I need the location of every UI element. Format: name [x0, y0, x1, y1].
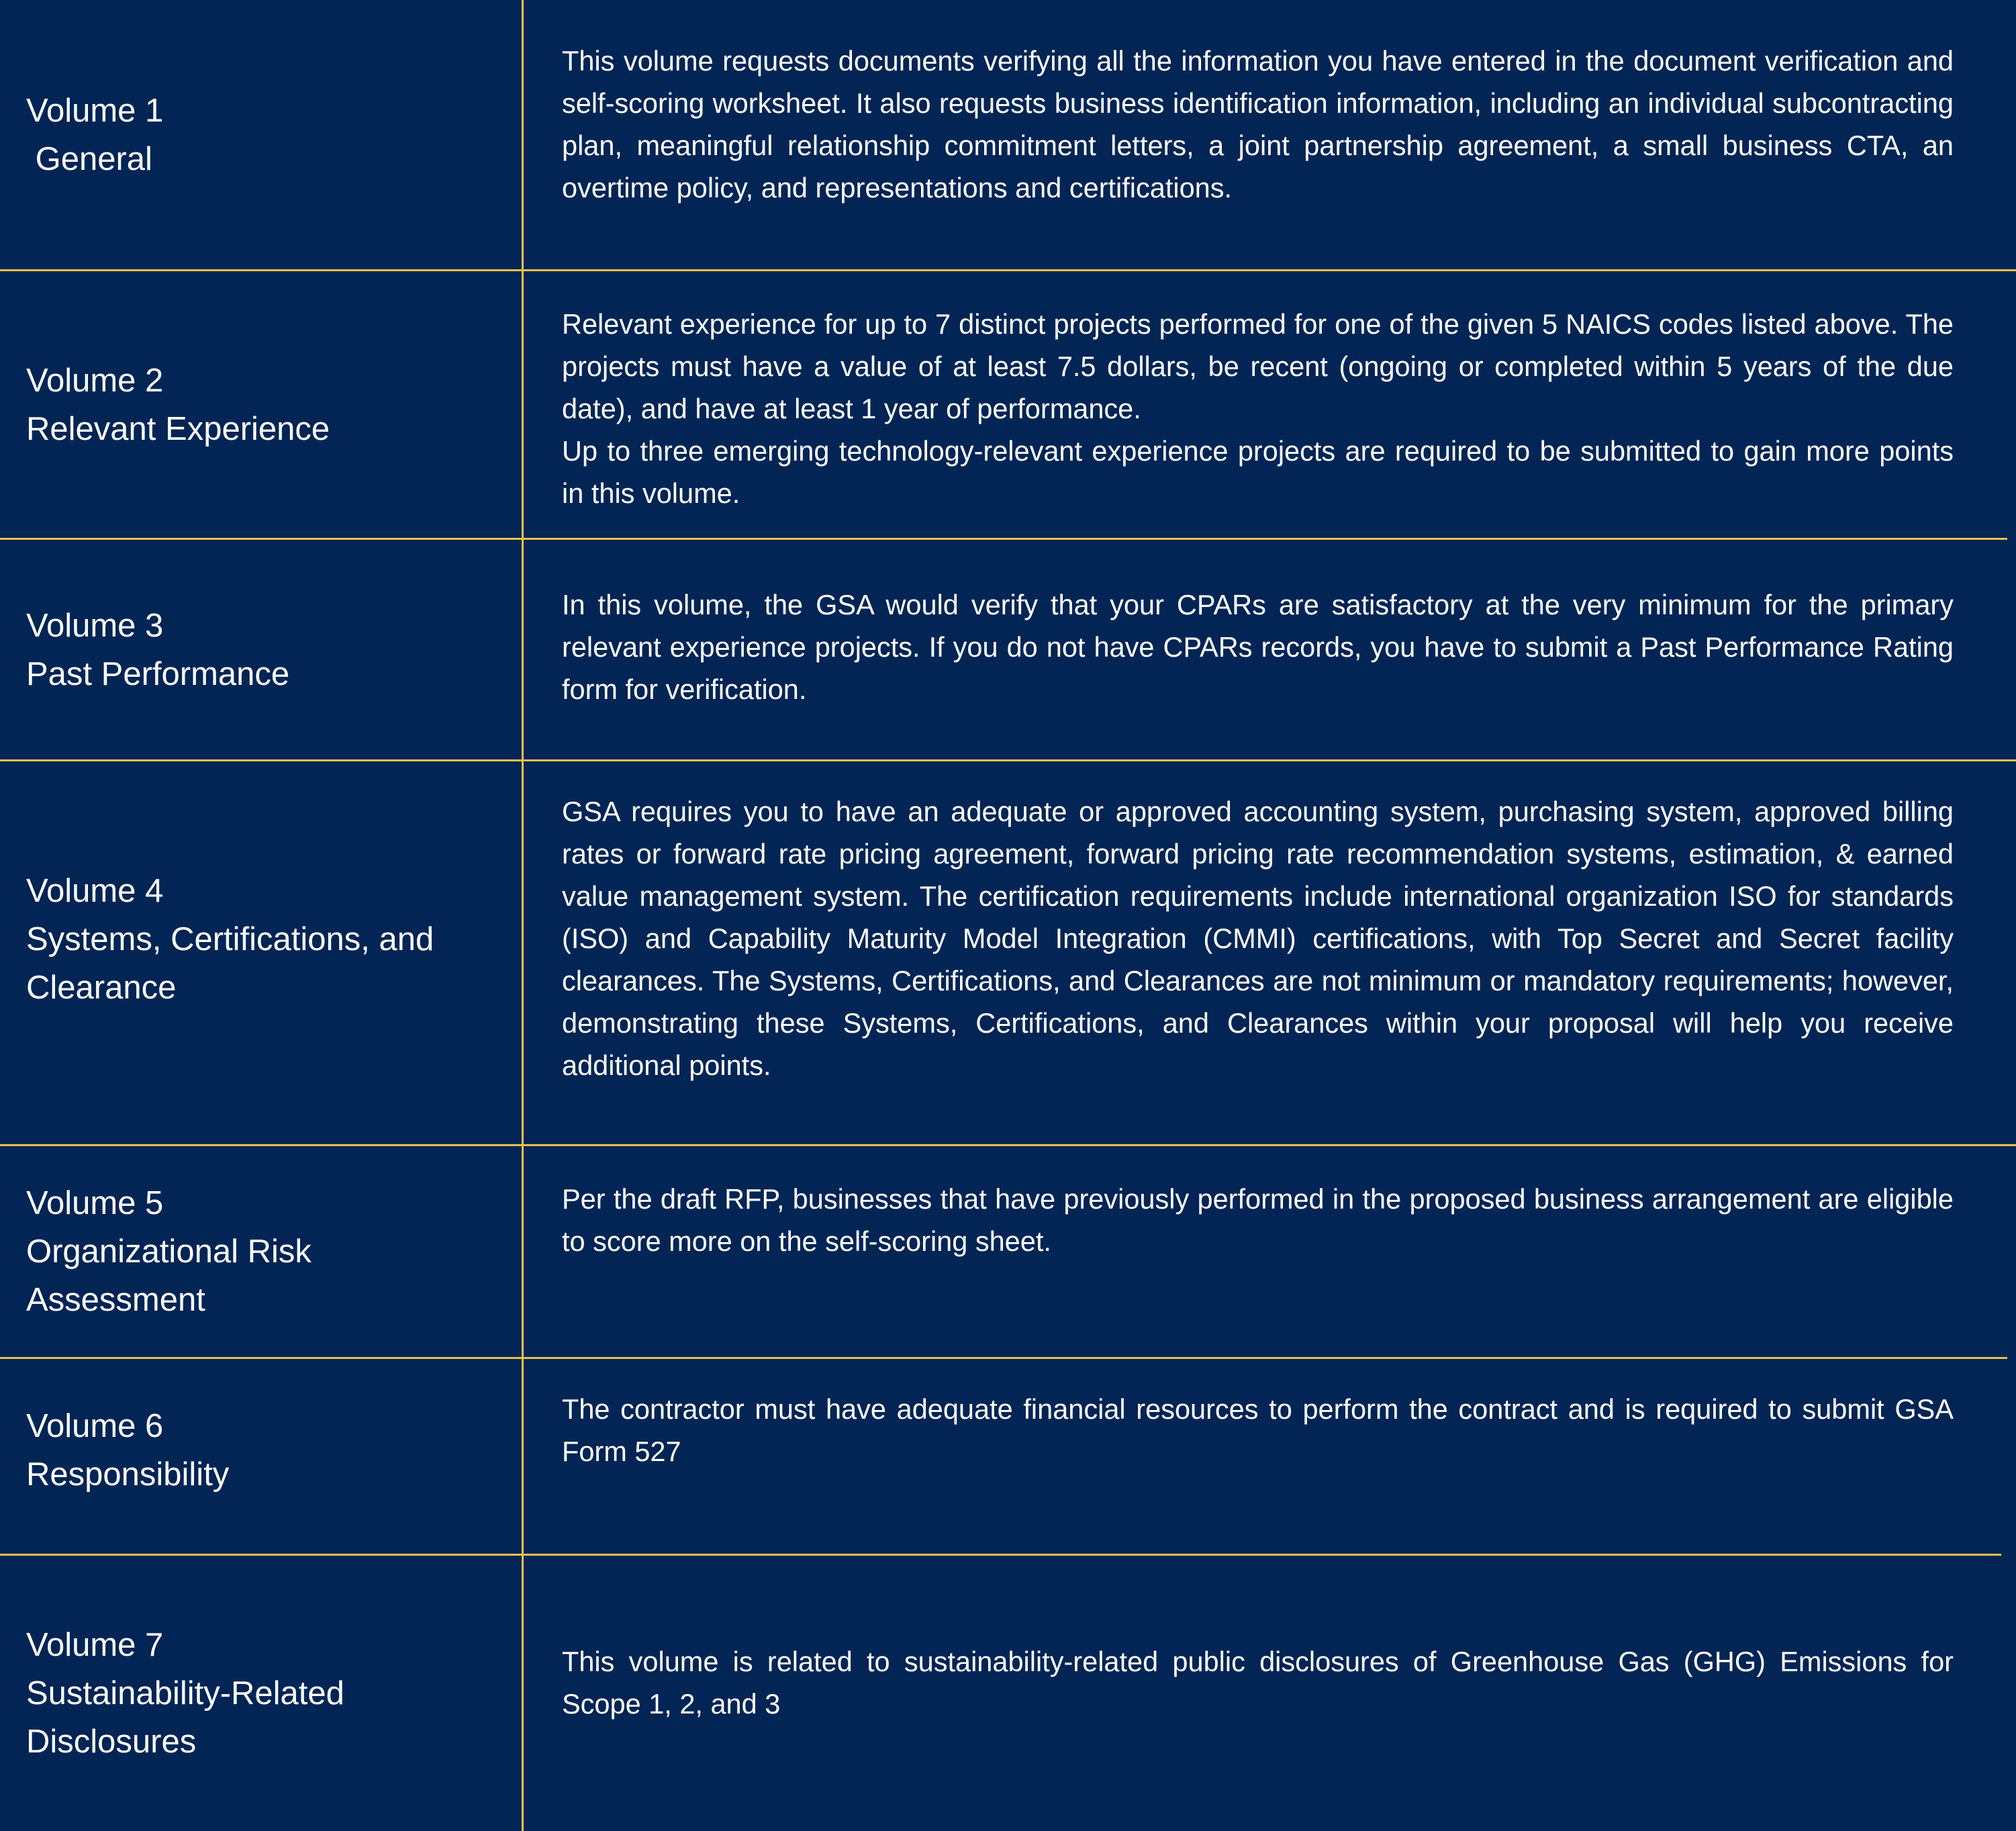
volume-heading [26, 0, 496, 269]
description-paragraph: GSA requires you to have an adequate or approved accounting system, purchasing system, approved billing rates or forward rate pricing agreement, forward pricing rate recommendation systems, estimation, & earned value management system. The certification requirements include international organization ISO for standards (ISO) and Capability Maturity Model Integration (CMMI) certifications, with Top Secret and Secret facility clearances. The Systems, Certifications, and Clearances are not minimum or mandatory requirements; however, demonstrating these Systems, Certifications, and Clearances within your proposal will help you receive additional points. [562, 796, 1954, 1081]
volume-name: Past Performance [26, 655, 290, 692]
volume-name: Relevant Experience [26, 410, 330, 447]
volume-description [562, 303, 1954, 514]
description-paragraph: In this volume, the GSA would verify that your CPARs are satisfactory at the very minimum for the primary relevant experience projects. If you do not have CPARs records, you have to submit a Past Performance Rating form for verification. [562, 589, 1954, 705]
volume-number: Volume 4 [26, 873, 164, 909]
volume-heading [26, 271, 496, 538]
volume-heading [26, 1146, 496, 1357]
volume-heading [26, 761, 496, 1144]
volume-description [562, 1640, 1954, 1725]
volume-description [562, 40, 1954, 209]
description-paragraph: Up to three emerging technology-relevant experience projects are required to be submitted to gain more points in this volume. [562, 435, 1954, 509]
volume-description [562, 1178, 1954, 1262]
volume-description [562, 790, 1954, 1086]
volume-name: Systems, Certifications, and Clearance [26, 921, 443, 1006]
volume-number: Volume 2 [26, 362, 164, 399]
table-row [0, 1146, 2016, 1357]
volume-name: General [26, 140, 152, 177]
volume-heading [26, 540, 496, 759]
volume-number: Volume 7 [26, 1627, 164, 1663]
volume-name: Responsibility [26, 1456, 230, 1493]
table-row [0, 271, 2016, 538]
volume-heading [26, 1556, 496, 1831]
volume-description [562, 1388, 1954, 1472]
volume-number: Volume 3 [26, 607, 164, 644]
description-paragraph: The contractor must have adequate financial resources to perform the contract and is required to submit GSA Form 527 [562, 1393, 1954, 1467]
volume-heading [26, 1359, 496, 1554]
volume-number: Volume 6 [26, 1408, 164, 1444]
volume-name: Sustainability-Related Disclosures [26, 1675, 354, 1760]
volume-description [562, 583, 1954, 710]
description-paragraph: This volume requests documents verifying all the information you have entered in the document verification and self-scoring worksheet. It also requests business identification information, including an individual subcontracting plan, meaningful relationship commitment letters, a joint partnership agreement, a small business CTA, an overtime policy, and representations and certifications. [562, 45, 1954, 203]
table-row [0, 1359, 2016, 1554]
table-row [0, 540, 2016, 759]
volume-name: Organizational Risk Assessment [26, 1233, 319, 1318]
description-paragraph: Relevant experience for up to 7 distinct projects performed for one of the given 5 NAICS codes listed above. The projects must have a value of at least 7.5 dollars, be recent (ongoing or completed within 5 years of the due date), and have at least 1 year of performance. [562, 308, 1954, 424]
table-row [0, 0, 2016, 269]
volume-number: Volume 5 [26, 1185, 164, 1221]
volume-number: Volume 1 [26, 92, 164, 129]
table-row [0, 1556, 2016, 1831]
description-paragraph: This volume is related to sustainability-related public disclosures of Greenhouse Gas (GHG) Emissions for Scope 1, 2, and 3 [562, 1646, 1954, 1720]
table-row [0, 761, 2016, 1144]
description-paragraph: Per the draft RFP, businesses that have previously performed in the proposed business arrangement are eligible to score more on the self-scoring sheet. [562, 1183, 1954, 1257]
